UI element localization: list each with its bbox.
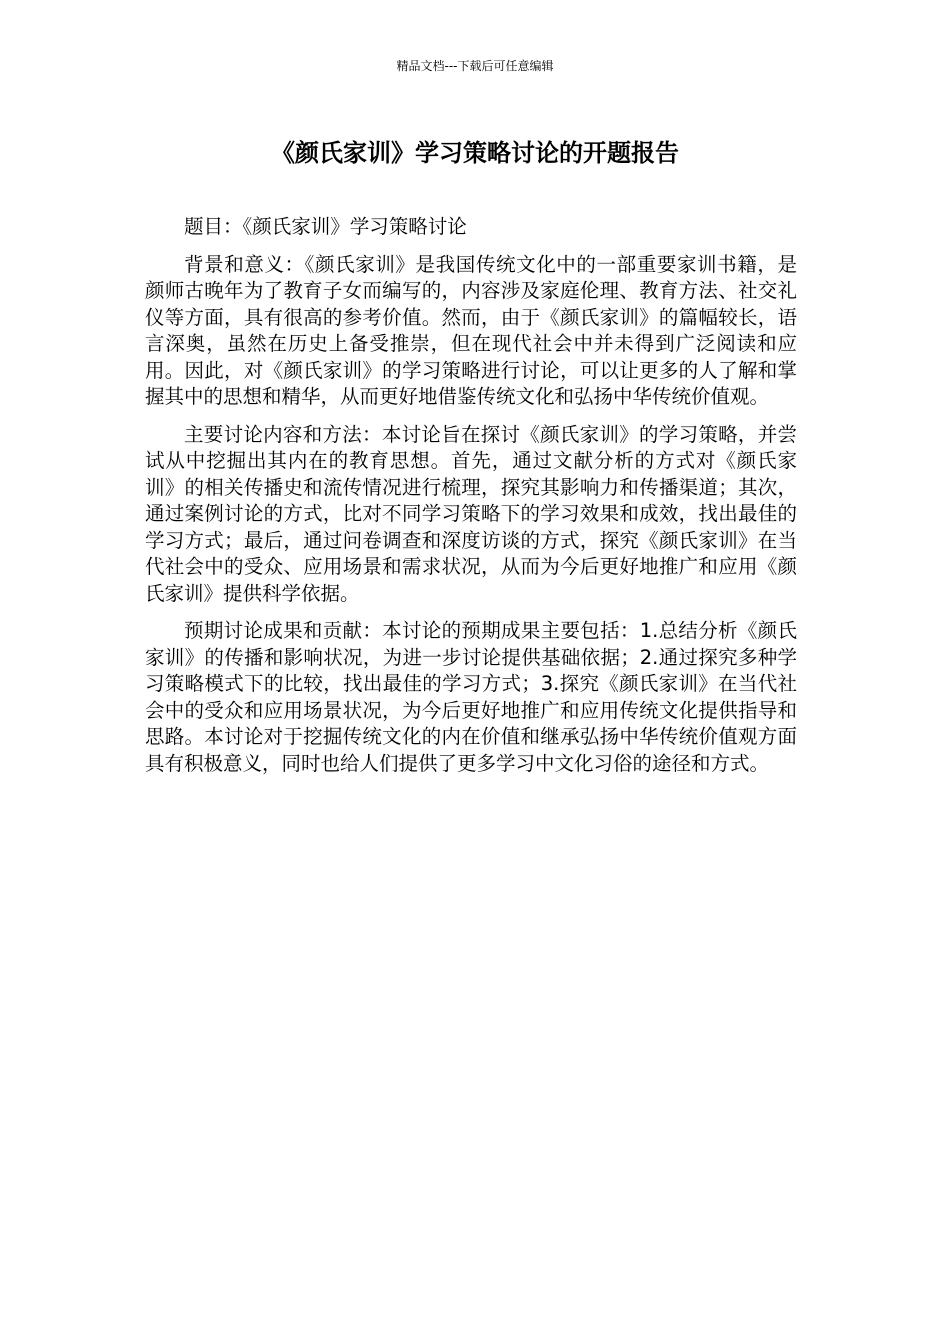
paragraph-methods: 主要讨论内容和方法：本讨论旨在探讨《颜氏家训》的学习策略，并尝试从中挖掘出其内在的教育思想。首先，通过文献分析的方式对《颜氏家训》的相关传播史和流传情况进行梳理，探究其影响力和传播渠道；其次，通过案例讨论的方式，比对不同学习策略下的学习效果和成效，找出最佳的学习方式；最后，通过问卷调查和深度访谈的方式，探究《颜氏家训》在当代社会中的受众、应用场景和需求状况，从而为今后更好地推广和应用《颜氏家训》提供科学依据。 — [145, 422, 797, 605]
document-title: 《颜氏家训》学习策略讨论的开题报告 — [271, 139, 679, 167]
paragraph-outcomes: 预期讨论成果和贡献：本讨论的预期成果主要包括：1.总结分析《颜氏家训》的传播和影响状况，为进一步讨论提供基础依据；2.通过探究多种学习策略模式下的比较，找出最佳的学习方式；3.探究《颜氏家训》在当代社会中的受众和应用场景状况，为今后更好地推广和应用传统文化提供指导和思路。本讨论对于挖掘传统文化的内在价值和继承弘扬中华传统价值观方面具有积极意义，同时也给人们提供了更多学习中文化习俗的途径和方式。 — [145, 619, 797, 775]
document-body — [145, 214, 797, 788]
page-header-watermark: 精品文档---下载后可任意编辑 — [396, 59, 554, 73]
paragraph-topic: 题目：《颜氏家训》学习策略讨论 — [184, 215, 467, 238]
paragraph-background: 背景和意义：《颜氏家训》是我国传统文化中的一部重要家训书籍，是颜师古晚年为了教育子女而编写的，内容涉及家庭伦理、教育方法、社交礼仪等方面，具有很高的参考价值。然而，由于《颜氏家训》的篇幅较长，语言深奥，虽然在历史上备受推崇，但在现代社会中并未得到广泛阅读和应用。因此，对《颜氏家训》的学习策略进行讨论，可以让更多的人了解和掌握其中的思想和精华，从而更好地借鉴传统文化和弘扬中华传统价值观。 — [145, 252, 797, 408]
